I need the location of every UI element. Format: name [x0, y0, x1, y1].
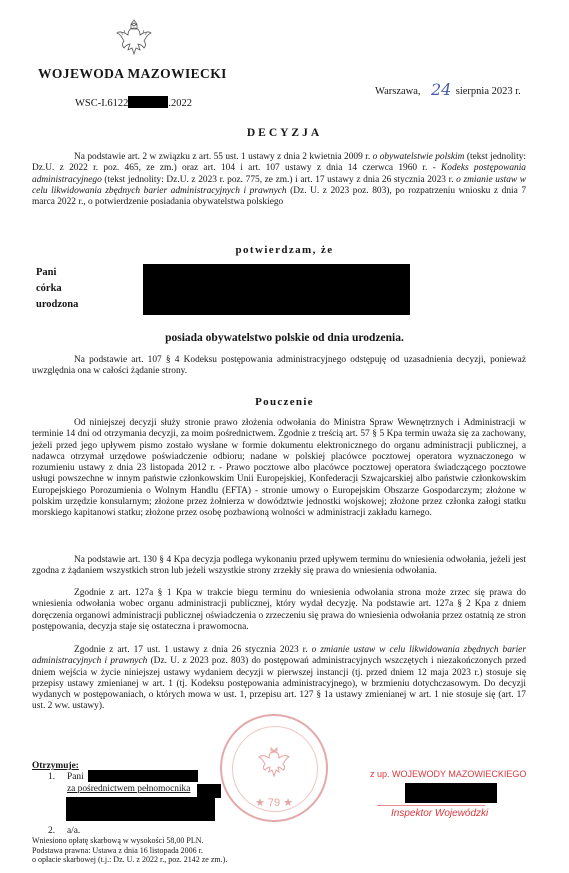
polish-eagle-emblem-icon	[116, 16, 152, 58]
legal-basis-paragraph: Na podstawie art. 2 w związku z art. 55 ust. 1 ustawy z dnia 2 kwietnia 2009 r. o obywatelstwie polskim (tekst jednolity: Dz.U. z 2022 r. poz. 465, ze zm.) oraz art. 104 i art. 107 ustawy z dnia 14 czerwca 1960 r. - Kodeks postępowania administracyjnego (tekst jednolity: Dz.U. z 2023 r. poz. 775, ze zm.) i art. 17 ustawy z dnia 26 stycznia 2023 r. o zmianie ustaw w celu likwidowania zbędnych barier administracyjnych i prawnych (Dz. U. z 2023 poz. 803), po rozpatrzeniu wniosku z dnia 7 marca 2022 r., o potwierdzenie posiadania obywatelstwa polskiego	[32, 152, 527, 208]
case-number	[75, 96, 192, 109]
label-corka: córka	[36, 283, 62, 294]
redacted-recipient-address	[66, 797, 215, 821]
fee-note: Wniesiono opłatę skarbową w wysokości 58,00 PLN. Podstawa prawna: Ustawa z dnia 16 listopada 2006 r. o opłacie skarbowej (t.j.: Dz. U. z 2022 r., poz. 2142 ze zm.).	[32, 836, 228, 864]
instructions-transitional: Zgodnie z art. 17 ust. 1 ustawy z dnia 26 stycznia 2023 r. o zmianie ustaw w celu likwidowania zbędnych barier administracyjnych i prawnych (Dz. U. z 2023 poz. 803) do postępowań administracyjnych wszczętych i niezakończonych przed dniem wejścia w życie niniejszej ustawy wydaniem decyzji w pierwszej instancji (tj. przed dniem 12 maja 2023 r.) stosuje się przepisy ustawy zmienianej w art. 1 (tj. Kodeksu postępowania administracyjnego), w brzmieniu dotychczasowym. Do decyzji wydanych w postępowaniach, o których mowa w ust. 1, przepisu art. 127 § 1a ustawy zmienianej w art. 1 nie stosuje się (art. 17 ust. 2 ww. ustawy).	[32, 645, 527, 712]
recipient-2-name: a/a.	[67, 826, 81, 836]
authority-title: WOJEWODA MAZOWIECKI	[38, 66, 227, 81]
label-pani: Pani	[36, 267, 57, 278]
date-month-year: sierpnia 2023 r.	[455, 86, 521, 97]
signature-line	[377, 805, 485, 806]
recipient-1-num: 1.	[48, 772, 56, 782]
document-title: DECYZJA	[246, 127, 323, 139]
inspector-stamp: Inspektor Wojewódzki	[391, 808, 489, 819]
instructions-appeal: Od niniejszej decyzji służy stronie prawo złożenia odwołania do Ministra Spraw Wewnętrznych i Administracji w terminie 14 dni od otrzymania decyzji, za moim pośrednictwem. Zgodnie z treścią art. 57 § 5 Kpa termin uważa się za zachowany, jeżeli przed jego upływem pismo zostało wysłane w formie dokumentu elektronicznego do organu administracji publicznej, a nadawca otrzymał urzędowe poświadczenie odbioru; nadane w polskiej placówce pocztowej operatora wyznaczonego w rozumieniu ustawy z dnia 23 listopada 2012 r. - Prawo pocztowe albo placówce pocztowej operatora świadczącego pocztowe usługi powszechne w innym państwie członkowskim Unii Europejskiej, Konfederacji Szwajcarskiej albo państwie członkowskim Europejskiego Porozumienia o Wolnym Handlu (EFTA) - stronie umowy o Europejskim Obszarze Gospodarczym; złożone w polskim urzędzie konsularnym; złożone przez żołnierza w dowództwie jednostki wojskowej; złożone przez członka załogi statku morskiego kapitanowi statku; złożone przez osobę pozbawioną wolności w administracji zakładu karnego.	[32, 418, 526, 519]
justification-paragraph: Na podstawie art. 107 § 4 Kodeksu postępowania administracyjnego odstępuję od uzasadnienia decyzji, ponieważ uwzględnia ona w całości żądanie strony.	[32, 355, 526, 377]
recipient-1-name: Pani	[67, 772, 84, 782]
person-labels	[36, 265, 78, 313]
label-urodzona: urodzona	[36, 299, 79, 310]
confirm-heading: potwierdzam, że	[235, 244, 334, 256]
redacted-recipient-extra	[197, 784, 221, 798]
recipient-2-num: 2.	[48, 826, 56, 836]
handwritten-day: 24	[431, 80, 452, 99]
case-suffix: .2022	[168, 98, 192, 109]
recipient-1-via: za pośrednictwem pełnomocnika	[67, 784, 191, 794]
stamp-eagle-icon	[258, 746, 290, 784]
redacted-recipient-name	[88, 770, 198, 782]
redacted-signatory-name	[405, 783, 497, 803]
case-prefix: WSC-I.6122	[75, 98, 129, 109]
round-official-stamp: ★ 79 ★	[220, 714, 328, 822]
authorization-stamp: z up. WOJEWODY MAZOWIECKIEGO	[370, 769, 527, 779]
instructions-execution: Na podstawie art. 130 § 4 Kpa decyzja podlega wykonaniu przed upływem terminu do wniesienia odwołania, jeżeli jest zgodna z żądaniem wszystkich stron lub jeżeli wszystkie strony zrzekły się prawa do wniesienia odwołania.	[32, 555, 526, 577]
instructions-waiver: Zgodnie z art. 127a § 1 Kpa w trakcie biegu terminu do wniesienia odwołania strona może zrzec się prawa do wniesienia odwołania wobec organu administracji publicznej, który wydał decyzję. Na podstawie art. 127a § 2 Kpa z dniem doręczenia organowi administracji publicznej oświadczenia o zrzeczeniu się prawa do wniesienia odwołania przez ostatnią ze stron postępowania, decyzja staje się ostateczna i prawomocna.	[32, 588, 526, 632]
instructions-heading: Pouczenie	[255, 396, 314, 408]
redacted-case-id	[128, 96, 168, 108]
redacted-person-data	[143, 264, 410, 315]
recipients-heading: Otrzymuje:	[32, 761, 79, 771]
finding-statement: posiada obywatelstwo polskie od dnia urodzenia.	[165, 332, 404, 344]
stamp-number: 79	[267, 797, 281, 809]
city: Warszawa,	[375, 86, 421, 97]
